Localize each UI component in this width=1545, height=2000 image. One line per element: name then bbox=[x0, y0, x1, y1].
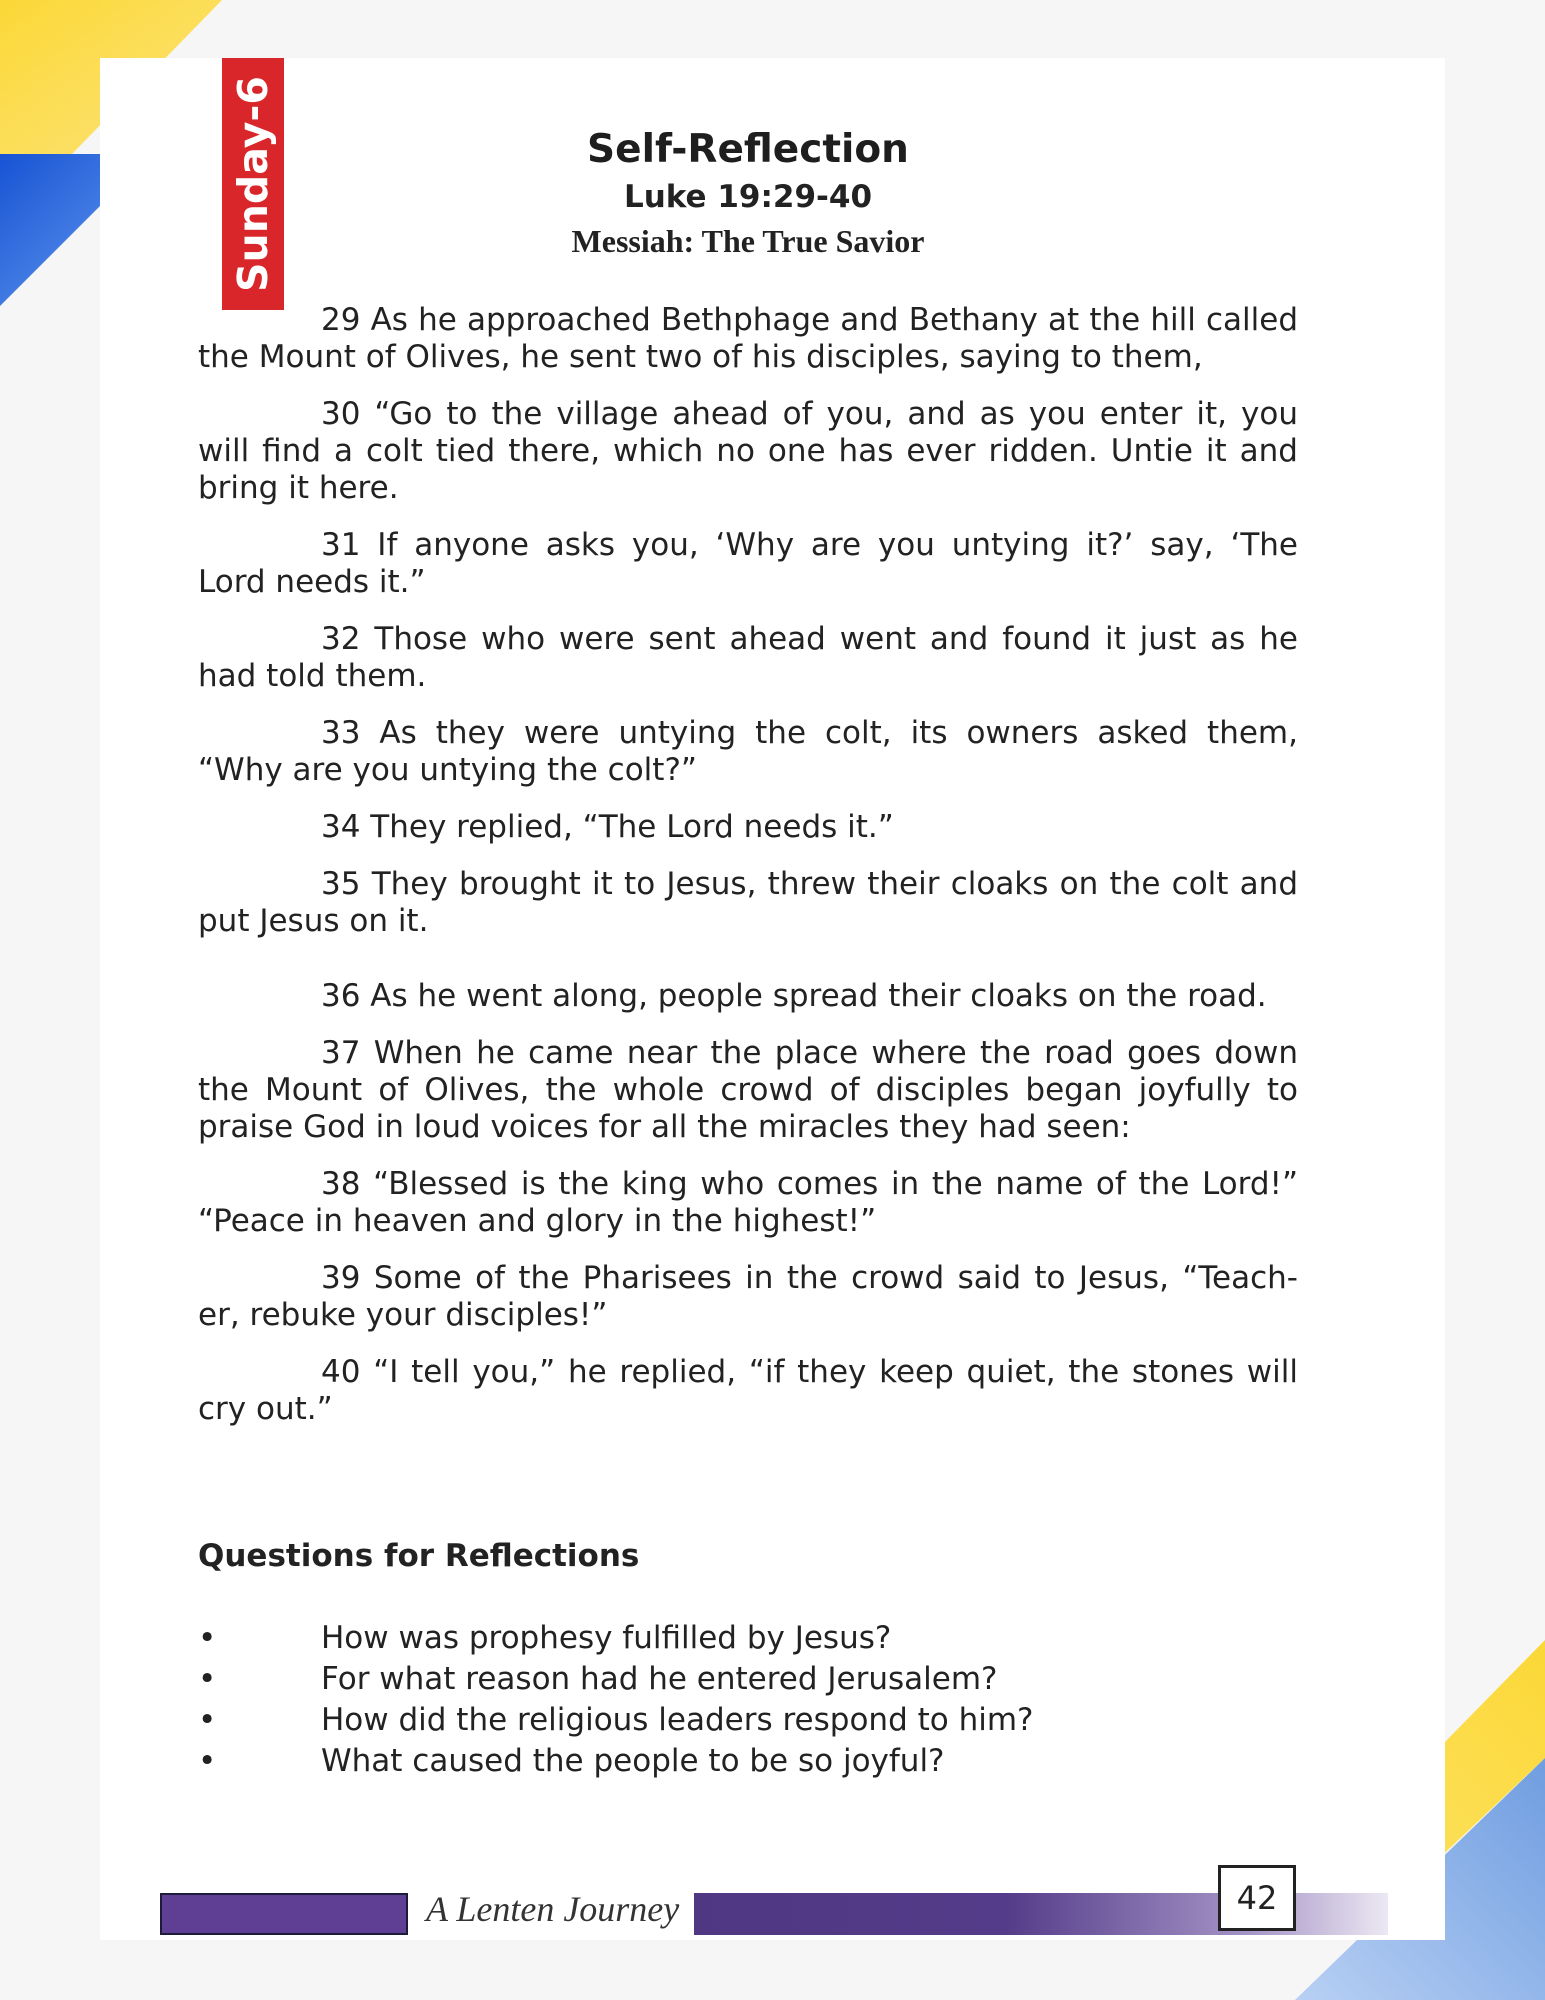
bullet-icon: • bbox=[198, 1661, 217, 1697]
page-heading bbox=[198, 124, 1298, 264]
verse: 37 When he came near the place where the road goes down the Mount of Olives, the whole crowd of disciples began joyfully to praise God in loud voices for all the miracles they had seen: bbox=[198, 1035, 1298, 1145]
bullet-icon: • bbox=[198, 1620, 217, 1656]
question-text: What caused the people to be so joyful? bbox=[321, 1743, 945, 1779]
verse: 33 As they were untying the colt, its owners asked them, “Why are you untying the colt?” bbox=[198, 715, 1298, 788]
bullet-icon: • bbox=[198, 1702, 217, 1738]
verse: 39 Some of the Pharisees in the crowd said to Jesus, “Teach-er, rebuke your disciples!” bbox=[198, 1260, 1298, 1333]
verse: 34 They replied, “The Lord needs it.” bbox=[321, 809, 894, 845]
list-item bbox=[198, 1659, 1034, 1700]
page-title: Self-Reflection bbox=[587, 127, 909, 172]
question-text: For what reason had he entered Jerusalem? bbox=[321, 1661, 998, 1697]
scripture-passage bbox=[198, 302, 1298, 1448]
question-text: How did the religious leaders respond to him? bbox=[321, 1702, 1034, 1738]
verse: 38 “Blessed is the king who comes in the name of the Lord!” “Peace in heaven and glory in the highest!” bbox=[198, 1166, 1298, 1239]
questions-heading: Questions for Reflections bbox=[198, 1538, 640, 1574]
list-item bbox=[198, 1741, 1034, 1782]
verse: 30 “Go to the village ahead of you, and as you enter it, you will find a colt tied there, which no one has ever ridden. Untie it and bring it here. bbox=[198, 396, 1298, 506]
verse: 35 They brought it to Jesus, threw their cloaks on the colt and put Jesus on it. bbox=[198, 866, 1298, 939]
verse: 32 Those who were sent ahead went and found it just as he had told them. bbox=[198, 621, 1298, 694]
footer-book-title: A Lenten Journey bbox=[426, 1889, 680, 1929]
questions-list bbox=[198, 1618, 1034, 1782]
question-text: How was prophesy fulfilled by Jesus? bbox=[321, 1620, 892, 1656]
scripture-reference: Luke 19:29-40 bbox=[623, 179, 873, 215]
page-number bbox=[1218, 1865, 1296, 1931]
side-tab-label: Sunday-6 bbox=[229, 76, 277, 292]
list-item bbox=[198, 1618, 1034, 1659]
page-number-label: 42 bbox=[1236, 1879, 1278, 1917]
verse: 29 As he approached Bethphage and Bethany at the hill called the Mount of Olives, he sent two of his disciples, saying to them, bbox=[198, 302, 1298, 375]
bullet-icon: • bbox=[198, 1743, 217, 1779]
verse: 36 As he went along, people spread their cloaks on the road. bbox=[321, 978, 1267, 1014]
verse: 31 If anyone asks you, ‘Why are you untying it?’ say, ‘The Lord needs it.” bbox=[198, 527, 1298, 600]
page-subtitle: Messiah: The True Savior bbox=[571, 223, 925, 259]
verse: 40 “I tell you,” he replied, “if they keep quiet, the stones will cry out.” bbox=[198, 1354, 1298, 1427]
list-item bbox=[198, 1700, 1034, 1741]
footer-bar-left bbox=[160, 1893, 408, 1935]
